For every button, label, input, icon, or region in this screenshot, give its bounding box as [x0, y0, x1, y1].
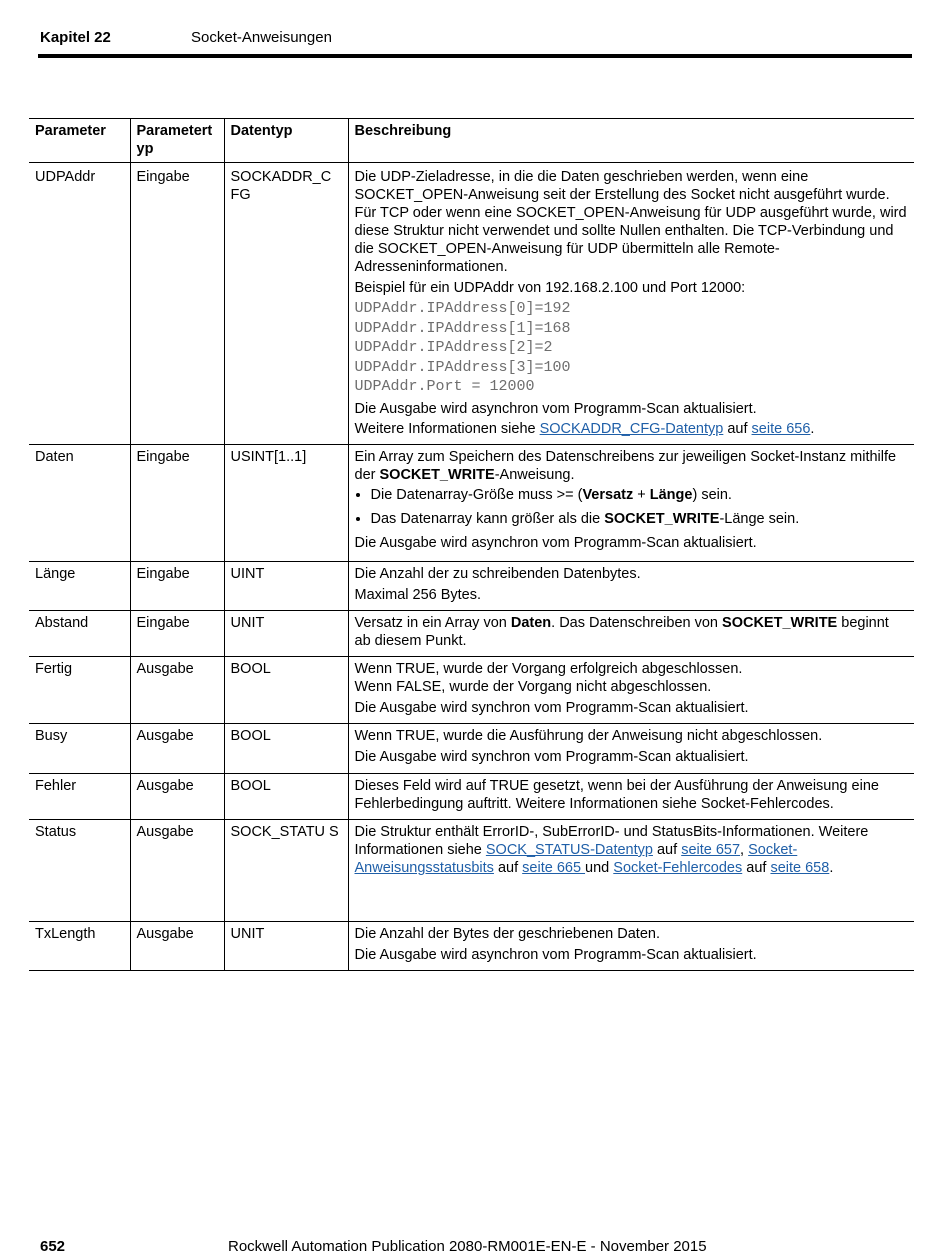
- link-seite-658[interactable]: seite 658: [770, 859, 830, 876]
- chapter-title: Socket-Anweisungen: [191, 29, 332, 46]
- code-line: UDPAddr.IPAddress[1]=168: [354, 319, 571, 337]
- publication-info: Rockwell Automation Publication 2080-RM001E-EN-E - November 2015: [228, 1238, 707, 1255]
- cell-datentyp: UNIT: [224, 610, 348, 656]
- cell-parametertyp: Eingabe: [130, 163, 224, 445]
- update-note: Die Ausgabe wird asynchron vom Programm-Scan aktualisiert.: [354, 534, 757, 551]
- cell-datentyp: BOOL: [224, 773, 348, 819]
- cell-parametertyp: Ausgabe: [130, 656, 224, 723]
- cell-datentyp: USINT[1..1]: [224, 444, 348, 561]
- cell-beschreibung: [348, 656, 914, 723]
- description-text: Die Anzahl der zu schreibenden Datenbytes.: [354, 565, 641, 582]
- table-row: [29, 656, 914, 723]
- cell-parameter: Daten: [29, 444, 130, 561]
- code-line: UDPAddr.Port = 12000: [354, 378, 535, 396]
- cell-parameter: Status: [29, 819, 130, 921]
- column-header-beschreibung: Beschreibung: [348, 119, 914, 163]
- cell-parametertyp: Ausgabe: [130, 921, 224, 970]
- link-seite-665[interactable]: seite 665: [522, 859, 586, 876]
- chapter-label: Kapitel 22: [40, 29, 111, 46]
- table-row: [29, 819, 914, 921]
- cell-parametertyp: Eingabe: [130, 444, 224, 561]
- link-seite-657[interactable]: seite 657: [681, 841, 741, 858]
- column-header-datentyp: Datentyp: [224, 119, 348, 163]
- description-text: Dieses Feld wird auf TRUE gesetzt, wenn bei der Ausführung der Anweisung eine Fehlerbedingung auftritt. Weitere Informationen siehe Socket-Fehlercodes.: [354, 777, 879, 812]
- link-seite-656[interactable]: seite 656: [751, 420, 811, 437]
- cell-parameter: Abstand: [29, 610, 130, 656]
- table-row: [29, 610, 914, 656]
- cell-beschreibung: [348, 921, 914, 970]
- link-sock-status-datentyp[interactable]: SOCK_STATUS-Datentyp: [485, 841, 653, 858]
- update-note: Die Ausgabe wird asynchron vom Programm-Scan aktualisiert.: [354, 400, 757, 417]
- code-line: UDPAddr.IPAddress[3]=100: [354, 358, 571, 376]
- table-row: [29, 561, 914, 610]
- table-header-row: [29, 119, 914, 163]
- bullet-list: [355, 486, 909, 528]
- link-socket-anweisungsstatusbits[interactable]: Socket-Anweisungsstatusbits: [354, 841, 798, 876]
- table-row: [29, 163, 914, 445]
- cell-beschreibung: [348, 561, 914, 610]
- description-text: Wenn TRUE, wurde die Ausführung der Anweisung nicht abgeschlossen.: [354, 727, 823, 744]
- description-text: Wenn TRUE, wurde der Vorgang erfolgreich abgeschlossen.: [354, 660, 743, 677]
- cell-parameter: Fehler: [29, 773, 130, 819]
- description-text: Ein Array zum Speichern des Datenschreibens zur jeweiligen Socket-Instanz mithilfe der SOCKET_WRITE-Anweisung.: [354, 448, 897, 483]
- cell-parameter: Fertig: [29, 656, 130, 723]
- update-note: Die Ausgabe wird synchron vom Programm-Scan aktualisiert.: [354, 748, 749, 765]
- description-text: Die Struktur enthält ErrorID-, SubErrorID- und StatusBits-Informationen. Weitere Informationen siehe SOCK_STATUS-Datentyp auf seite 657, Socket-Anweisungsstatusbits auf seite 665 und Socket-Fehlercodes auf seite 658.: [354, 823, 869, 876]
- example-intro: Beispiel für ein UDPAddr von 192.168.2.100 und Port 12000:: [354, 280, 746, 296]
- cell-parameter: TxLength: [29, 921, 130, 970]
- column-header-parametertyp: Parametert yp: [130, 119, 224, 163]
- cell-parameter: Länge: [29, 561, 130, 610]
- page-header: [40, 29, 332, 47]
- table-row: [29, 773, 914, 819]
- header-rule: [38, 54, 912, 58]
- cell-beschreibung: [348, 163, 914, 445]
- cell-datentyp: BOOL: [224, 723, 348, 773]
- description-text: Wenn FALSE, wurde der Vorgang nicht abgeschlossen.: [354, 678, 712, 695]
- update-note: Die Ausgabe wird synchron vom Programm-Scan aktualisiert.: [354, 699, 749, 716]
- cell-datentyp: BOOL: [224, 656, 348, 723]
- cell-beschreibung: [348, 444, 914, 561]
- code-line: UDPAddr.IPAddress[0]=192: [354, 300, 571, 317]
- cell-parameter: UDPAddr: [29, 163, 130, 445]
- table-row: [29, 723, 914, 773]
- cell-parameter: Busy: [29, 723, 130, 773]
- cell-parametertyp: Eingabe: [130, 561, 224, 610]
- cell-beschreibung: [348, 773, 914, 819]
- cell-parametertyp: Ausgabe: [130, 773, 224, 819]
- column-header-parameter: Parameter: [29, 119, 130, 163]
- cell-beschreibung: [348, 610, 914, 656]
- table-row: [29, 444, 914, 561]
- parameter-table: [29, 118, 914, 971]
- cell-parametertyp: Ausgabe: [130, 723, 224, 773]
- cell-beschreibung: [348, 819, 914, 921]
- table-row: [29, 921, 914, 970]
- code-line: UDPAddr.IPAddress[2]=2: [354, 339, 553, 357]
- cell-datentyp: UNIT: [224, 921, 348, 970]
- description-text: Die Anzahl der Bytes der geschriebenen Daten.: [354, 925, 660, 942]
- list-item: • Die Datenarray-Größe muss >= (Versatz + Länge) sein.: [371, 486, 909, 504]
- more-info: Weitere Informationen siehe SOCKADDR_CFG-Datentyp auf seite 656.: [354, 420, 815, 437]
- link-sockaddr-cfg-datentyp[interactable]: SOCKADDR_CFG-Datentyp: [539, 420, 724, 437]
- description-text: Maximal 256 Bytes.: [354, 586, 482, 603]
- cell-datentyp: SOCKADDR_C FG: [224, 163, 348, 445]
- cell-parametertyp: Eingabe: [130, 610, 224, 656]
- cell-beschreibung: [348, 723, 914, 773]
- description-text: Die UDP-Zieladresse, in die die Daten geschrieben werden, wenn eine SOCKET_OPEN-Anweisung seit der Erstellung des Socket nicht ausgeführt wurde. Für TCP oder wenn eine SOCKET_OPEN-Anweisung für UDP ausgeführt wurde, wird diese Struktur nicht verwendet und sollte Nullen enthalten. Die TCP-Verbindung und die SOCKET_OPEN-Anweisung für UDP übermitteln alle Remote-Adresseninformationen.: [354, 169, 907, 275]
- update-note: Die Ausgabe wird asynchron vom Programm-Scan aktualisiert.: [354, 946, 757, 963]
- list-item: • Das Datenarray kann größer als die SOCKET_WRITE-Länge sein.: [371, 510, 909, 528]
- description-text: Versatz in ein Array von Daten. Das Datenschreiben von SOCKET_WRITE beginnt ab diesem Punkt.: [354, 614, 889, 649]
- link-socket-fehlercodes[interactable]: Socket-Fehlercodes: [613, 859, 743, 876]
- cell-parametertyp: Ausgabe: [130, 819, 224, 921]
- page-number: 652: [40, 1238, 66, 1255]
- cell-datentyp: UINT: [224, 561, 348, 610]
- cell-datentyp: SOCK_STATU S: [224, 819, 348, 921]
